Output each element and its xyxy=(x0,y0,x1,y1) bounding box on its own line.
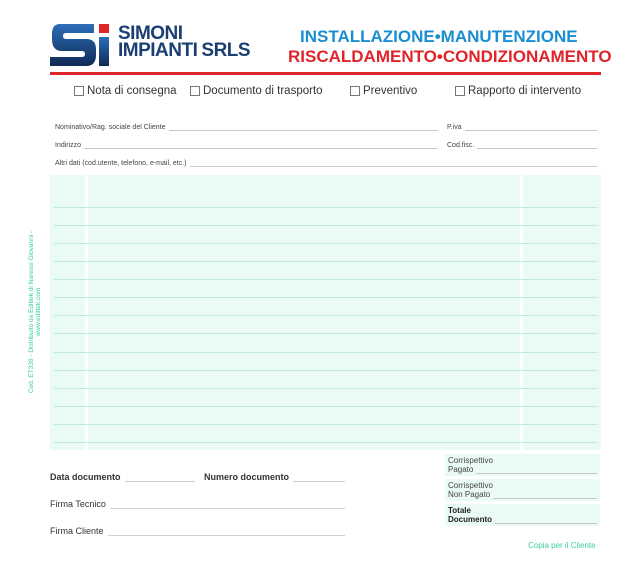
field-data-documento[interactable] xyxy=(50,472,195,482)
field-altri-dati[interactable] xyxy=(55,160,597,167)
table-row-line xyxy=(54,370,597,371)
column-divider xyxy=(85,175,88,450)
company-name xyxy=(118,25,250,59)
field-label: Data documento xyxy=(50,472,121,482)
field-label: Totale xyxy=(448,506,471,515)
field-label: Firma Tecnico xyxy=(50,499,106,509)
table-row-line xyxy=(54,424,597,425)
tagline-categories: RISCALDAMENTO•CONDIZIONAMENTO xyxy=(288,47,612,66)
copy-label: Copia per il Cliente xyxy=(528,541,596,550)
field-line[interactable] xyxy=(293,475,345,482)
table-row-line xyxy=(54,243,597,244)
field-line[interactable] xyxy=(84,142,438,149)
field-line[interactable] xyxy=(477,142,597,149)
field-piva[interactable] xyxy=(447,124,597,131)
field-totale-documento[interactable] xyxy=(445,504,600,526)
header-divider xyxy=(50,72,601,75)
checkbox-icon[interactable] xyxy=(190,86,200,96)
field-label: Corrispettivo xyxy=(448,481,493,490)
field-label: P.iva xyxy=(447,124,462,131)
signature-line[interactable] xyxy=(110,502,345,509)
company-suffix: SRLS xyxy=(201,40,251,61)
field-label: Firma Cliente xyxy=(50,526,104,536)
field-line[interactable] xyxy=(169,124,439,131)
field-numero-documento[interactable] xyxy=(204,472,345,482)
field-corrispettivo-non-pagato[interactable] xyxy=(445,479,600,501)
field-line[interactable] xyxy=(190,160,597,167)
field-line[interactable] xyxy=(465,124,597,131)
field-label: Pagato xyxy=(448,465,474,474)
distributor-note: Cod. ET339 - Distribuito da Edittek di Naressi Giovanni - www.edittek.com xyxy=(28,230,42,394)
checkbox-icon[interactable] xyxy=(74,86,84,96)
table-row-line xyxy=(54,352,597,353)
field-label: Nominativo/Rag. sociale del Cliente xyxy=(55,124,166,131)
table-row-line xyxy=(54,388,597,389)
column-divider xyxy=(520,175,523,450)
field-label: Documento xyxy=(448,515,492,524)
signature-line[interactable] xyxy=(108,529,345,536)
field-label: Corrispettivo xyxy=(448,456,493,465)
checkbox-label: Rapporto di intervento xyxy=(468,85,582,97)
table-row-line xyxy=(54,333,597,334)
field-label: Altri dati (cod.utente, telefono, e-mail, etc.) xyxy=(55,160,187,167)
field-label: Numero documento xyxy=(204,472,290,482)
company-logo-icon xyxy=(50,24,114,66)
table-row-line xyxy=(54,225,597,226)
field-label: Non Pagato xyxy=(448,490,491,499)
checkbox-preventivo[interactable] xyxy=(350,85,417,97)
checkbox-icon[interactable] xyxy=(455,86,465,96)
field-codfisc[interactable] xyxy=(447,142,597,149)
field-indirizzo[interactable] xyxy=(55,142,438,149)
table-row-line xyxy=(54,297,597,298)
table-row-line xyxy=(54,315,597,316)
checkbox-rapporto-intervento[interactable] xyxy=(455,85,581,97)
field-line[interactable] xyxy=(495,517,597,524)
checkbox-label: Documento di trasporto xyxy=(203,85,323,97)
table-row-line xyxy=(54,442,597,443)
field-label: Indirizzo xyxy=(55,142,82,149)
field-nominativo[interactable] xyxy=(55,124,438,131)
field-line[interactable] xyxy=(125,475,195,482)
field-line[interactable] xyxy=(476,467,597,474)
field-corrispettivo-pagato[interactable] xyxy=(445,454,600,476)
company-name-line2: IMPIANTI xyxy=(118,40,198,61)
checkbox-label: Nota di consegna xyxy=(87,85,177,97)
table-row-line xyxy=(54,207,597,208)
checkbox-nota-consegna[interactable] xyxy=(74,85,177,97)
checkbox-icon[interactable] xyxy=(350,86,360,96)
tagline-services: INSTALLAZIONE•MANUTENZIONE xyxy=(300,27,578,46)
checkbox-label: Preventivo xyxy=(363,85,418,97)
checkbox-documento-trasporto[interactable] xyxy=(190,85,323,97)
company-name-line1: SIMONI xyxy=(118,23,183,44)
table-row-line xyxy=(54,261,597,262)
items-table[interactable] xyxy=(50,175,601,450)
table-row-line xyxy=(54,406,597,407)
field-firma-tecnico[interactable] xyxy=(50,499,345,509)
table-row-line xyxy=(54,279,597,280)
field-line[interactable] xyxy=(493,492,597,499)
field-label: Cod.fisc. xyxy=(447,142,475,149)
field-firma-cliente[interactable] xyxy=(50,526,345,536)
